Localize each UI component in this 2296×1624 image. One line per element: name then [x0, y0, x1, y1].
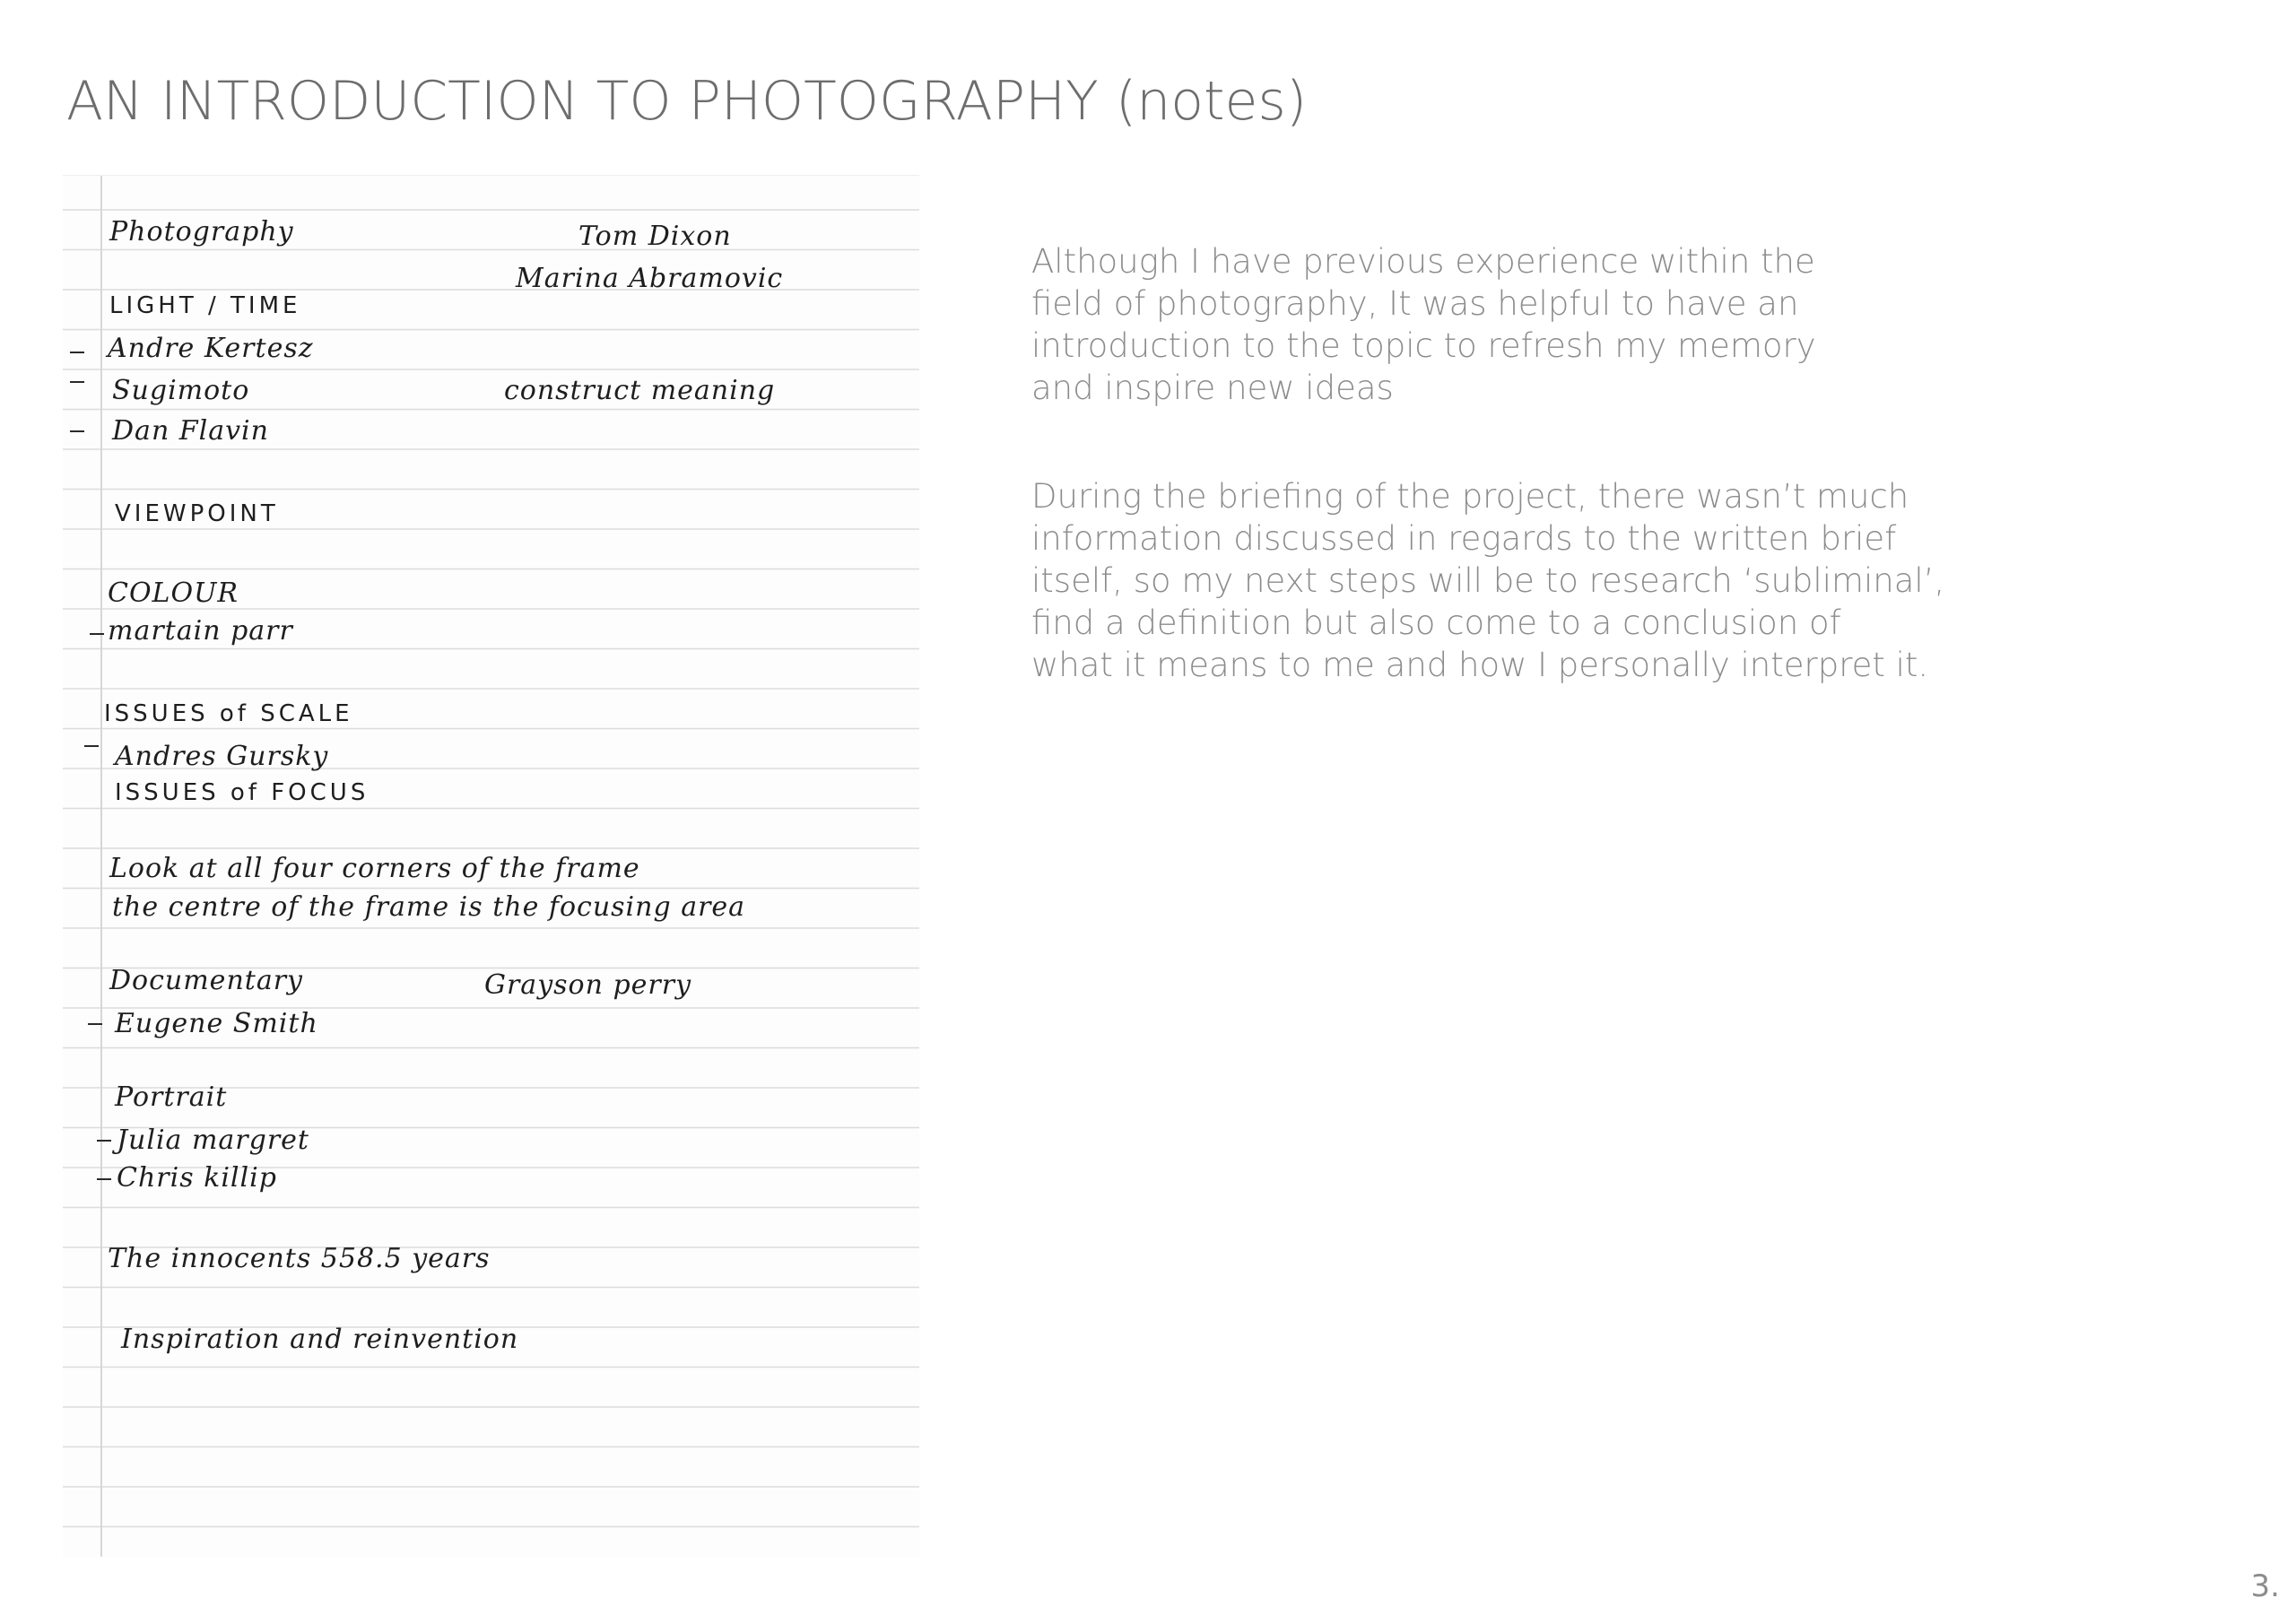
notes-paragraph-experience	[1031, 240, 1928, 409]
page-title: AN INTRODUCTION TO PHOTOGRAPHY (notes)	[66, 70, 1308, 133]
note-photography: Photography	[109, 216, 294, 248]
prose-line: field of photography, It was helpful to have an	[1031, 284, 1799, 323]
note-martin-parr: martain parr	[108, 615, 293, 647]
note-centre-of-frame: the centre of the frame is the focusing area	[112, 891, 746, 923]
bullet-dash	[84, 745, 99, 747]
prose-line: Although I have previous experience within the	[1031, 242, 1815, 281]
handwritten-notes-scan	[63, 175, 919, 1557]
note-andres-gursky: Andres Gursky	[115, 741, 329, 772]
bullet-dash	[70, 381, 84, 383]
note-dan-flavin: Dan Flavin	[112, 415, 269, 447]
note-look-at-corners: Look at all four corners of the frame	[109, 853, 640, 884]
note-tom-dixon: Tom Dixon	[578, 221, 732, 252]
note-light-time: LIGHT / TIME	[109, 292, 301, 319]
bullet-dash	[88, 1023, 102, 1025]
note-chris-killip: Chris killip	[117, 1162, 277, 1194]
note-portrait: Portrait	[115, 1081, 228, 1113]
note-construct-meaning: construct meaning	[504, 375, 776, 406]
prose-line: what it means to me and how I personally interpret it.	[1031, 646, 1929, 684]
prose-line: itself, so my next steps will be to research ‘subliminal’,	[1031, 561, 1945, 600]
note-grayson-perry: Grayson perry	[484, 969, 692, 1001]
note-andre-kertesz: Andre Kertesz	[108, 333, 314, 364]
bullet-dash	[97, 1178, 111, 1180]
note-documentary: Documentary	[109, 965, 303, 996]
note-issues-of-focus: ISSUES of FOCUS	[115, 779, 370, 806]
note-the-innocents: The innocents 558.5 years	[108, 1243, 491, 1274]
bullet-dash	[90, 633, 104, 635]
bullet-dash	[70, 430, 84, 432]
prose-line: and inspire new ideas	[1031, 369, 1394, 407]
note-eugene-smith: Eugene Smith	[115, 1008, 318, 1039]
note-julia-margret: Julia margret	[117, 1125, 309, 1156]
bullet-dash	[97, 1140, 111, 1142]
page-number: 3.	[2250, 1568, 2280, 1604]
prose-line: information discussed in regards to the written brief	[1031, 519, 1897, 558]
notes-paragraph-briefing	[1031, 475, 1945, 686]
note-viewpoint: VIEWPOINT	[115, 500, 279, 527]
bullet-dash	[70, 352, 84, 353]
prose-line: introduction to the topic to refresh my memory	[1031, 326, 1816, 365]
prose-line: find a definition but also come to a conclusion of	[1031, 604, 1841, 642]
note-inspiration: Inspiration and reinvention	[121, 1324, 519, 1355]
note-marina-abramovic: Marina Abramovic	[516, 263, 784, 294]
prose-line: During the briefing of the project, there wasn’t much	[1031, 477, 1909, 516]
note-issues-of-scale: ISSUES of SCALE	[104, 700, 353, 727]
note-sugimoto: Sugimoto	[112, 375, 250, 406]
note-colour: COLOUR	[108, 578, 239, 609]
